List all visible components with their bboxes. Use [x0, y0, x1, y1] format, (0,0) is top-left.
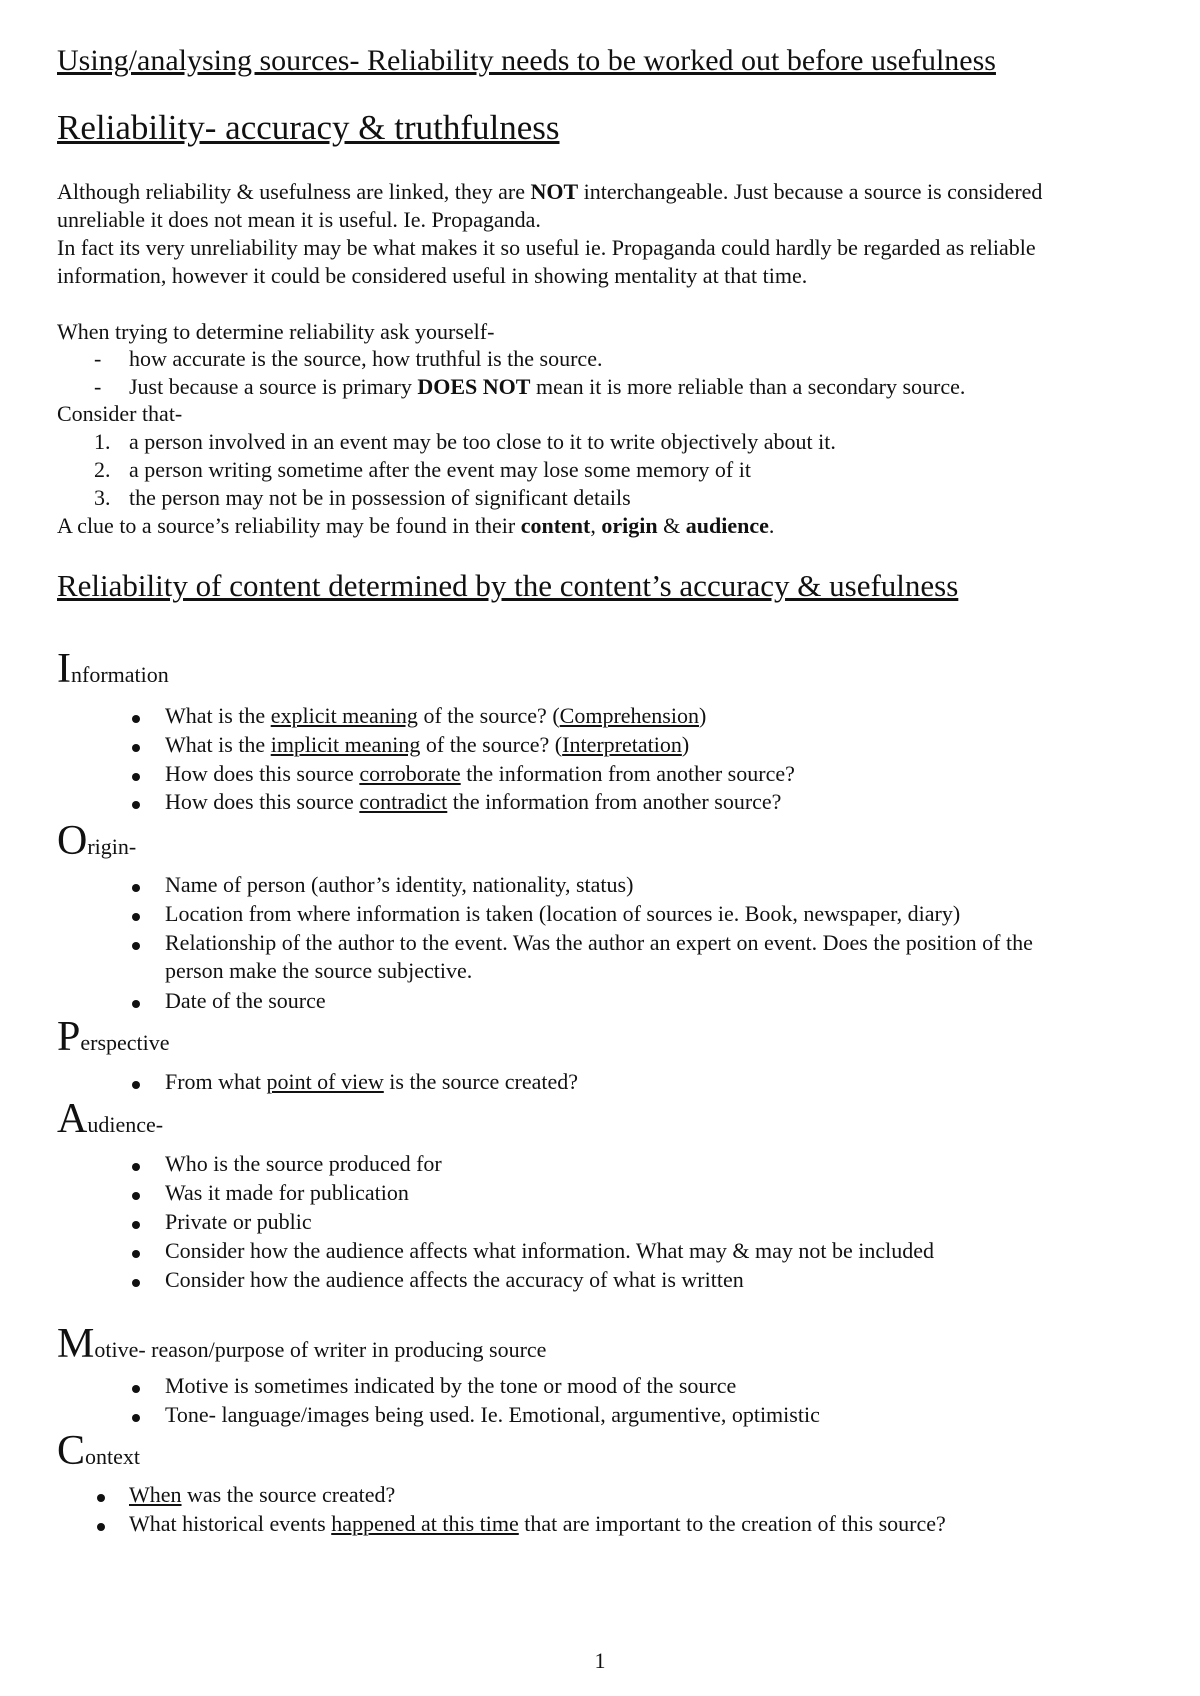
bullet-icon: [132, 1163, 140, 1171]
info-corroborate: How does this source corroborate the information from another source?: [165, 761, 795, 786]
bullet-icon: [132, 884, 140, 892]
bullet-icon: [132, 1279, 140, 1287]
bullet-icon: [132, 1250, 140, 1258]
origin-location: Location from where information is taken (location of sources ie. Book, newspaper, diary): [165, 901, 961, 926]
content-reliability-heading: Reliability of content determined by the content’s accuracy & usefulness: [57, 568, 959, 603]
bullet-icon: [132, 1081, 140, 1089]
info-contradict: How does this source contradict the information from another source?: [165, 789, 782, 814]
bullet-icon: [132, 1192, 140, 1200]
context-when: When was the source created?: [129, 1482, 396, 1507]
audience-affects-info: Consider how the audience affects what information. What may & may not be included: [165, 1238, 934, 1263]
bullet-icon: [132, 1414, 140, 1422]
bullet-icon: [132, 942, 140, 950]
section-perspective-title: Perspective: [57, 1014, 170, 1060]
audience-who: Who is the source produced for: [165, 1151, 442, 1176]
bullet-icon: [132, 913, 140, 921]
bullet-icon: [132, 744, 140, 752]
bullet-icon: [132, 1221, 140, 1229]
reliability-heading: Reliability- accuracy & truthfulness: [57, 108, 560, 147]
paragraph-interchangeable: Although reliability & usefulness are linked, they are NOT interchangeable. Just because a source is considered unreliable it does not mean it is useful. Ie. Propaganda.: [57, 179, 1043, 232]
section-audience-title: Audience-: [57, 1096, 164, 1142]
audience-private: Private or public: [165, 1209, 312, 1234]
page-number: 1: [594, 1648, 606, 1673]
perspective-viewpoint: From what point of view is the source created?: [165, 1069, 579, 1094]
paragraph-propaganda: In fact its very unreliability may be what makes it so useful ie. Propaganda could hardly be regarded as reliable information, however it could be considered useful in showing mentality at that time.: [57, 235, 1036, 288]
origin-person: Name of person (author’s identity, nationality, status): [165, 872, 634, 897]
info-implicit: What is the implicit meaning of the source? (Interpretation): [165, 732, 690, 757]
consider-label: Consider that-: [57, 401, 183, 426]
bullet-icon: [132, 1000, 140, 1008]
bullet-icon: [132, 773, 140, 781]
bullet-icon: [132, 715, 140, 723]
origin-relationship: Relationship of the author to the event. Was the author an expert on event. Does the position of the person make the source subjective.: [165, 930, 1033, 983]
section-origin-title: Origin-: [57, 818, 137, 864]
audience-publication: Was it made for publication: [165, 1180, 409, 1205]
origin-date: Date of the source: [165, 988, 326, 1013]
info-explicit: What is the explicit meaning of the source? (Comprehension): [165, 703, 707, 728]
bullet-icon: [97, 1523, 105, 1531]
section-motive-title: Motive- reason/purpose of writer in producing source: [57, 1321, 547, 1367]
clue-sentence: A clue to a source’s reliability may be found in their content, origin & audience.: [57, 513, 775, 538]
bullet-icon: [97, 1494, 105, 1502]
motive-tone: Motive is sometimes indicated by the tone or mood of the source: [165, 1373, 737, 1398]
context-events: What historical events happened at this time that are important to the creation of this source?: [129, 1511, 946, 1536]
section-information-title: Information: [57, 646, 169, 692]
audience-affects-accuracy: Consider how the audience affects the accuracy of what is written: [165, 1267, 744, 1292]
main-heading: Using/analysing sources- Reliability needs to be worked out before usefulness: [57, 44, 996, 77]
section-context-title: Context: [57, 1428, 141, 1474]
bullet-icon: [132, 1385, 140, 1393]
motive-language: Tone- language/images being used. Ie. Emotional, argumentive, optimistic: [165, 1402, 820, 1427]
ask-intro: When trying to determine reliability ask yourself-: [57, 319, 495, 344]
bullet-icon: [132, 801, 140, 809]
